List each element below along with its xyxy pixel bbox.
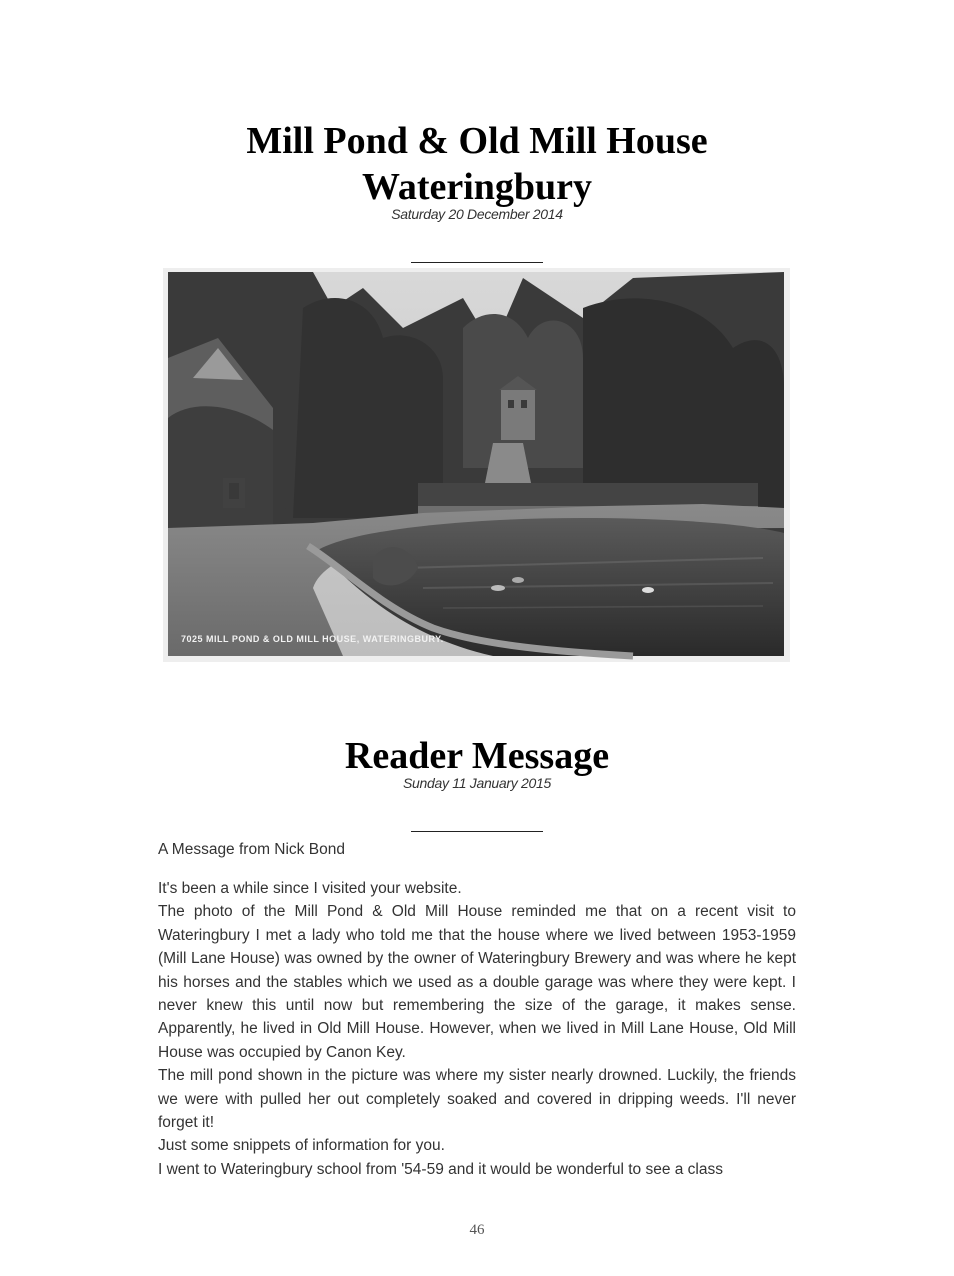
message-paragraph: It's been a while since I visited your website.: [158, 880, 462, 897]
message-body: [158, 877, 796, 1181]
message-paragraph: Just some snippets of information for you.: [158, 1137, 445, 1155]
divider-rule: [411, 262, 543, 263]
reader-message-title: Reader Message: [344, 735, 610, 777]
article-title-line2: Wateringbury: [361, 166, 593, 208]
mill-pond-photo: [163, 268, 790, 662]
divider-rule: [411, 831, 543, 832]
message-paragraph: The photo of the Mill Pond & Old Mill House reminded me that on a recent visit to Wateringbury I met a lady who told me that the house where we lived between 1953-1959 (Mill Lane House) was owned by the owner of Wateringbury Brewery and was where he kept his horses and the stables which we used as a double garage was where they were kept. I never knew this until now but remembering the size of the garage, it makes sense. Apparently, he lived in Old Mill House. However, when we lived in Mill Lane House, Old Mill House was occupied by Canon Key.: [158, 903, 796, 1061]
message-paragraph: The mill pond shown in the picture was where my sister nearly drowned. Luckily, the friends we were with pulled her out completely soaked and covered in dripping weeds. I'll never forget it!: [158, 1067, 796, 1132]
message-paragraph: I went to Wateringbury school from '54-59 and it would be wonderful to see a class: [158, 1160, 723, 1178]
reader-message-date: Sunday 11 January 2015: [402, 775, 552, 791]
page-number: 46: [469, 1222, 485, 1238]
photo-caption: 7025 MILL POND & OLD MILL HOUSE, WATERINGBURY.: [181, 634, 444, 644]
message-lead: A Message from Nick Bond: [158, 841, 345, 858]
article-title-line1: Mill Pond & Old Mill House: [246, 120, 708, 162]
article-date: Saturday 20 December 2014: [391, 206, 563, 222]
